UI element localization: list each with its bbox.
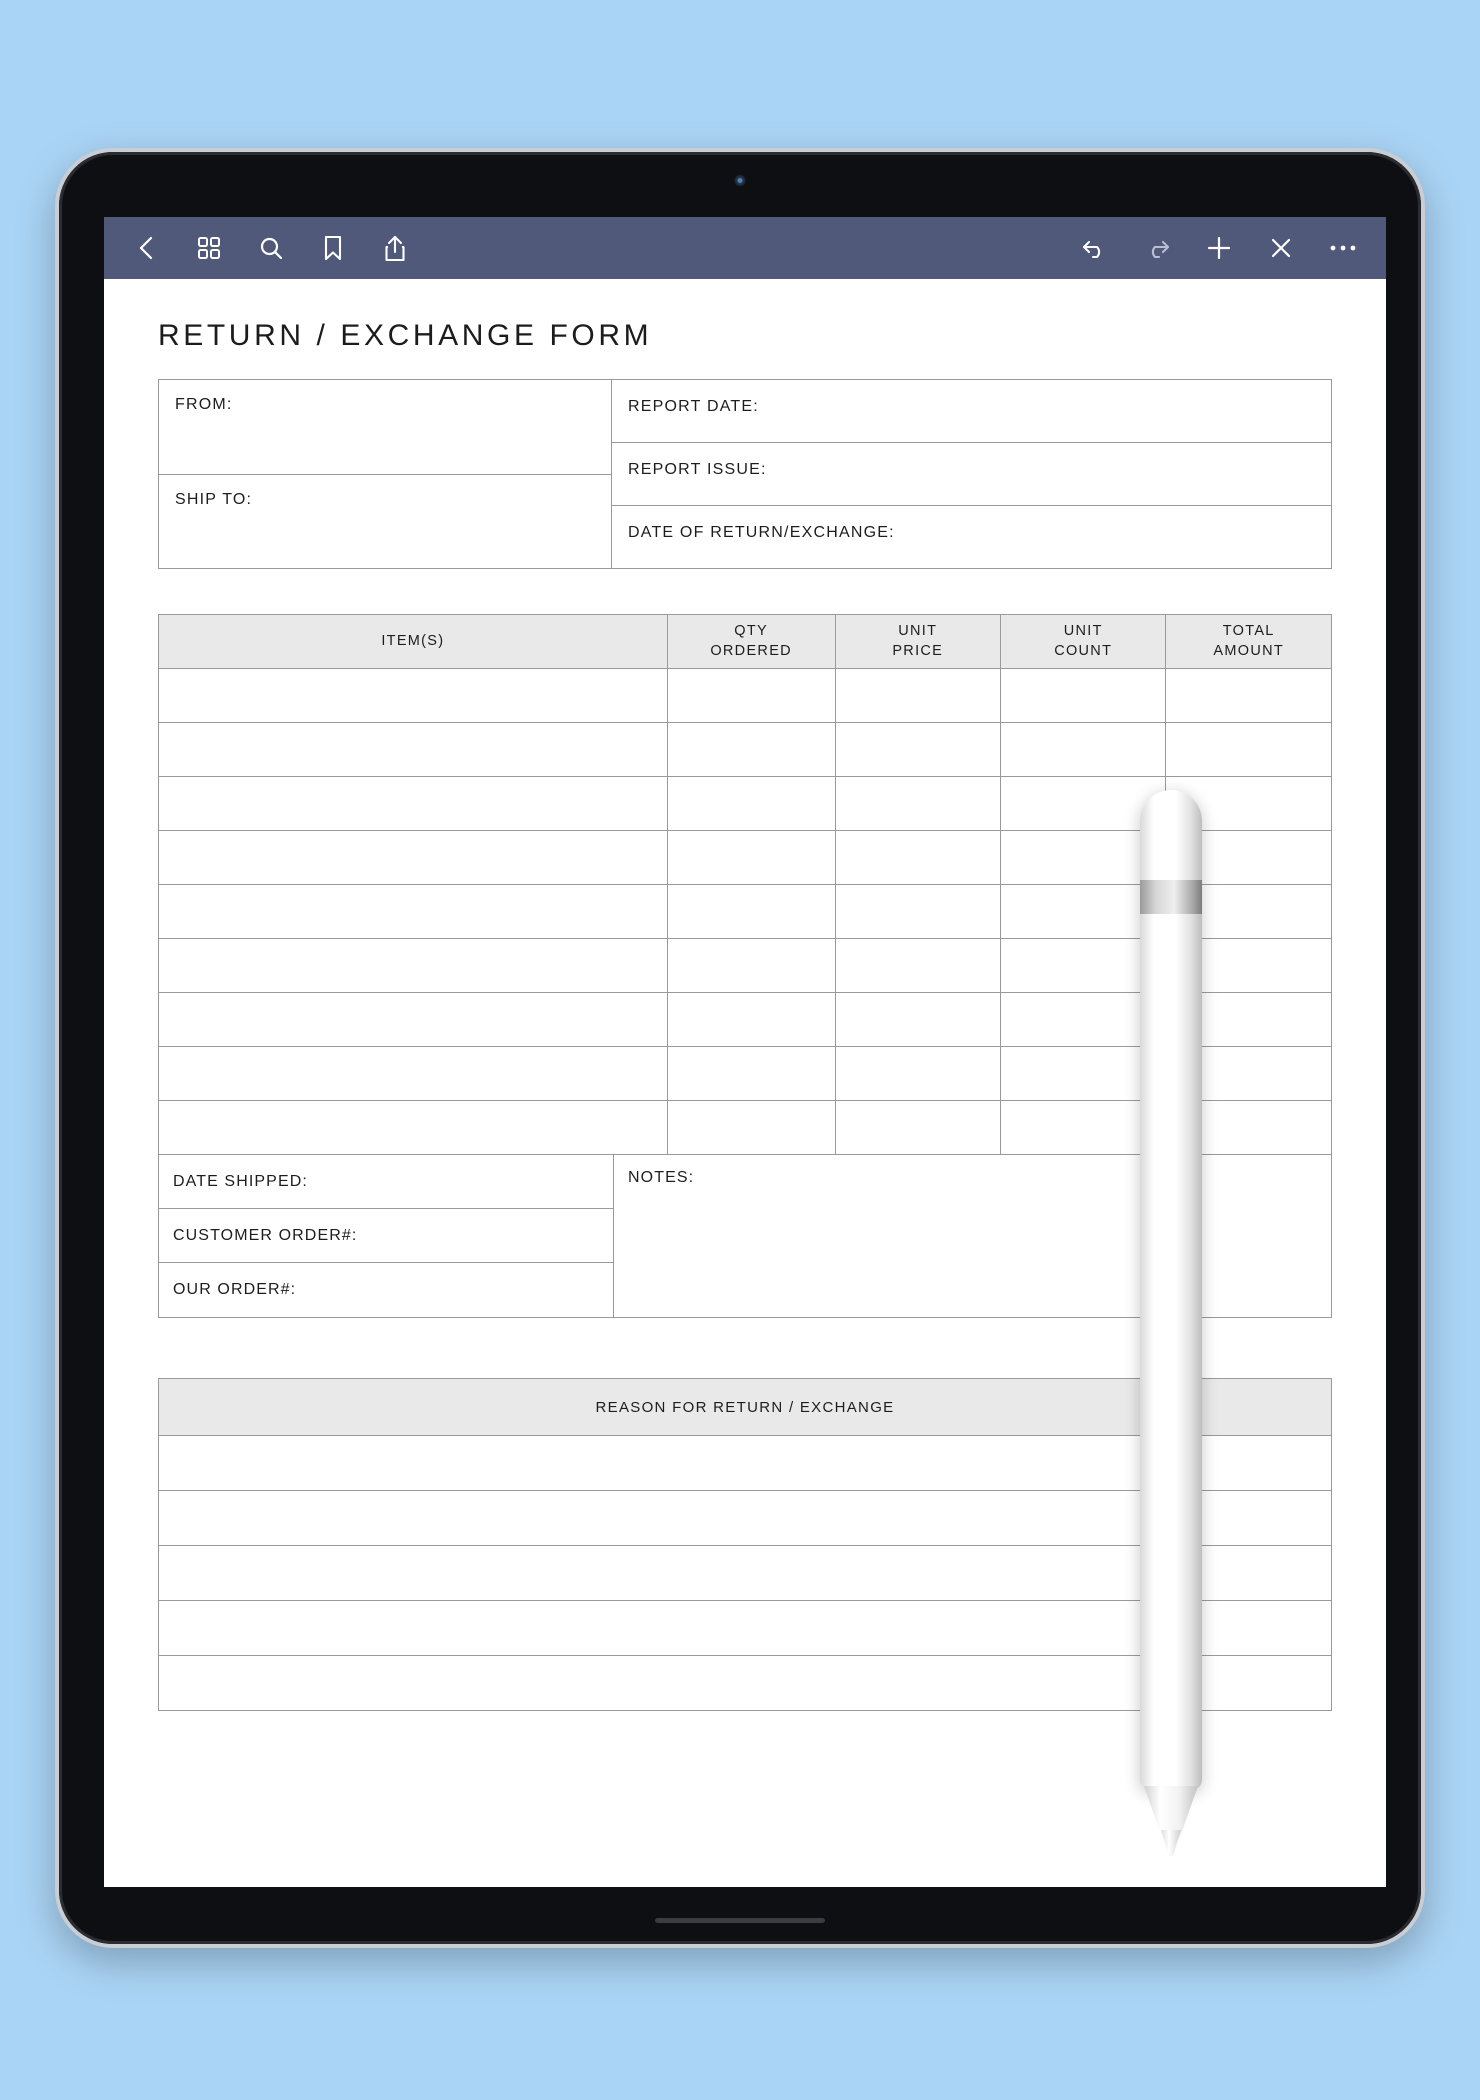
date-shipped-field[interactable]: DATE SHIPPED:	[159, 1155, 613, 1209]
table-row[interactable]	[159, 1601, 1332, 1656]
cell-total[interactable]	[1166, 669, 1332, 723]
cell-unit-price[interactable]	[835, 993, 1000, 1047]
column-header-total-line1: TOTAL	[1222, 622, 1275, 639]
report-date-field[interactable]: REPORT DATE:	[612, 380, 1331, 443]
add-icon[interactable]	[1204, 233, 1234, 263]
column-header-unit-price	[835, 615, 1000, 669]
bookmark-icon[interactable]	[318, 233, 348, 263]
reason-table	[158, 1378, 1332, 1711]
column-header-unit-count	[1000, 615, 1165, 669]
reason-cell[interactable]	[159, 1491, 1332, 1546]
cell-qty[interactable]	[667, 777, 835, 831]
column-header-unit-price-line1: UNIT	[898, 622, 938, 639]
reason-cell[interactable]	[159, 1601, 1332, 1656]
toolbar-left-group	[132, 233, 410, 263]
cell-total[interactable]	[1166, 1047, 1332, 1101]
tablet-device	[55, 148, 1425, 1948]
table-row[interactable]	[159, 723, 1332, 777]
cell-qty[interactable]	[667, 1047, 835, 1101]
cell-unit-count[interactable]	[1000, 1101, 1165, 1155]
column-header-unit-price-line2: PRICE	[892, 642, 944, 659]
reason-table-body	[159, 1436, 1332, 1711]
cell-item[interactable]	[159, 777, 668, 831]
share-icon[interactable]	[380, 233, 410, 263]
column-header-qty-line2: ORDERED	[710, 642, 792, 659]
table-row[interactable]	[159, 1436, 1332, 1491]
cell-qty[interactable]	[667, 831, 835, 885]
document-page	[104, 279, 1386, 1887]
cell-unit-price[interactable]	[835, 1047, 1000, 1101]
our-order-number-field[interactable]: OUR ORDER#:	[173, 1281, 297, 1298]
column-header-total-amount	[1166, 615, 1332, 669]
report-column	[612, 380, 1331, 568]
cell-item[interactable]	[159, 993, 668, 1047]
cell-unit-count[interactable]	[1000, 777, 1165, 831]
cell-qty[interactable]	[667, 939, 835, 993]
cell-item[interactable]	[159, 885, 668, 939]
from-field[interactable]: FROM:	[159, 380, 611, 475]
table-row[interactable]	[159, 831, 1332, 885]
cell-qty[interactable]	[667, 723, 835, 777]
cell-unit-price[interactable]	[835, 939, 1000, 993]
cell-unit-price[interactable]	[835, 885, 1000, 939]
thumbnails-icon[interactable]	[194, 233, 224, 263]
table-row[interactable]	[159, 939, 1332, 993]
notes-field[interactable]: NOTES:	[628, 1169, 695, 1186]
reason-cell[interactable]	[159, 1656, 1332, 1711]
reason-table-header: REASON FOR RETURN / EXCHANGE	[159, 1379, 1332, 1436]
column-header-unit-count-line1: UNIT	[1063, 622, 1103, 639]
column-header-items	[159, 615, 668, 669]
customer-order-number-field[interactable]: CUSTOMER ORDER#:	[159, 1209, 613, 1263]
reason-cell[interactable]	[159, 1546, 1332, 1601]
items-table	[158, 614, 1332, 1155]
table-row[interactable]	[159, 777, 1332, 831]
cell-unit-count[interactable]	[1000, 885, 1165, 939]
close-icon[interactable]	[1266, 233, 1296, 263]
redo-icon[interactable]	[1142, 233, 1172, 263]
more-icon[interactable]	[1328, 233, 1358, 263]
cell-total[interactable]	[1166, 885, 1332, 939]
cell-item[interactable]	[159, 939, 668, 993]
camera-lens-dot	[738, 178, 743, 183]
cell-unit-count[interactable]	[1000, 993, 1165, 1047]
cell-unit-count[interactable]	[1000, 939, 1165, 993]
items-table-header-row	[159, 615, 1332, 669]
cell-item[interactable]	[159, 831, 668, 885]
cell-unit-count[interactable]	[1000, 831, 1165, 885]
table-row[interactable]	[159, 1101, 1332, 1155]
reason-cell[interactable]	[159, 1436, 1332, 1491]
column-header-qty-line1: QTY	[734, 622, 768, 639]
cell-unit-count[interactable]	[1000, 1047, 1165, 1101]
table-row[interactable]	[159, 1491, 1332, 1546]
cell-unit-count[interactable]	[1000, 723, 1165, 777]
search-icon[interactable]	[256, 233, 286, 263]
reason-table-header-row	[159, 1379, 1332, 1436]
cell-qty[interactable]	[667, 993, 835, 1047]
back-icon[interactable]	[132, 233, 162, 263]
table-row[interactable]	[159, 1656, 1332, 1711]
cell-unit-price[interactable]	[835, 669, 1000, 723]
app-toolbar	[104, 217, 1386, 279]
sender-recipient-block	[158, 379, 1332, 569]
cell-total[interactable]	[1166, 1101, 1332, 1155]
cell-unit-price[interactable]	[835, 1101, 1000, 1155]
table-row[interactable]	[159, 669, 1332, 723]
front-camera-icon	[735, 175, 746, 186]
cell-total[interactable]	[1166, 939, 1332, 993]
home-indicator	[655, 1918, 825, 1923]
cell-qty[interactable]	[667, 1101, 835, 1155]
column-header-unit-count-line2: COUNT	[1054, 642, 1113, 659]
column-header-total-line2: AMOUNT	[1213, 642, 1285, 659]
tablet-screen	[104, 217, 1386, 1887]
cell-total[interactable]	[1166, 993, 1332, 1047]
cell-qty[interactable]	[667, 669, 835, 723]
undo-icon[interactable]	[1080, 233, 1110, 263]
tablet-bezel	[59, 152, 1421, 1944]
cell-unit-price[interactable]	[835, 777, 1000, 831]
cell-qty[interactable]	[667, 885, 835, 939]
cell-item[interactable]	[159, 669, 668, 723]
ship-to-field[interactable]: SHIP TO:	[175, 490, 253, 508]
shipping-details-column	[159, 1155, 614, 1317]
table-row[interactable]	[159, 1546, 1332, 1601]
items-table-body	[159, 669, 1332, 1155]
table-row[interactable]	[159, 1047, 1332, 1101]
cell-total[interactable]	[1166, 723, 1332, 777]
report-issue-field[interactable]: REPORT ISSUE:	[612, 443, 1331, 506]
cell-total[interactable]	[1166, 777, 1332, 831]
table-row[interactable]	[159, 993, 1332, 1047]
cell-unit-price[interactable]	[835, 723, 1000, 777]
cell-item[interactable]	[159, 1047, 668, 1101]
cell-total[interactable]	[1166, 831, 1332, 885]
page-title: RETURN / EXCHANGE FORM	[158, 319, 653, 352]
shipping-notes-block	[158, 1155, 1332, 1318]
cell-item[interactable]	[159, 1101, 668, 1155]
address-column	[159, 380, 612, 568]
cell-item[interactable]	[159, 723, 668, 777]
cell-unit-price[interactable]	[835, 831, 1000, 885]
cell-unit-count[interactable]	[1000, 669, 1165, 723]
date-of-return-field[interactable]: DATE OF RETURN/EXCHANGE:	[628, 524, 895, 541]
column-header-qty-ordered	[667, 615, 835, 669]
column-header-items-line1: ITEM(S)	[381, 632, 445, 649]
table-row[interactable]	[159, 885, 1332, 939]
toolbar-right-group	[1080, 233, 1358, 263]
